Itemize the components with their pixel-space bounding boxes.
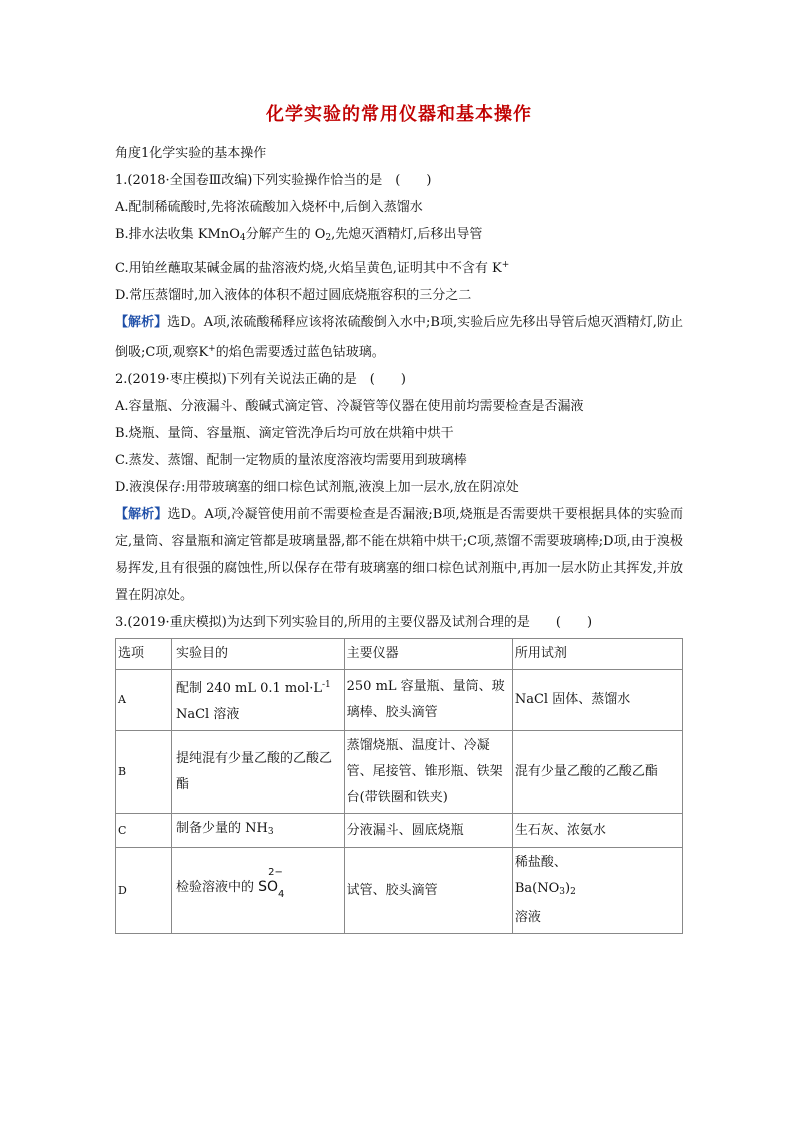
q2-stem: 2.(2019·枣庄模拟)下列有关说法正确的是 ( ) — [115, 372, 406, 387]
q1-option-a: A.配制稀硫酸时,先将浓硫酸加入烧杯中,后倒入蒸馏水 — [115, 200, 423, 215]
header-option: 选项 — [116, 639, 172, 670]
row-c-label: C — [116, 814, 172, 848]
table-row-c — [116, 814, 683, 848]
q1-option-c-sup: + — [501, 260, 510, 270]
q1-analysis — [115, 309, 683, 366]
row-a-instruments: 250 mL 容量瓶、量筒、玻璃棒、胶头滴管 — [344, 670, 512, 731]
row-d-reagent-1: 稀盐酸、 — [514, 855, 567, 870]
sulfate-ion — [258, 866, 285, 908]
q1-stem: 1.(2018·全国卷Ⅲ改编)下列实验操作恰当的是 ( ) — [115, 173, 432, 188]
sulfate-ion-subscript: 4 — [278, 888, 285, 900]
sulfate-ion-letters: SO — [258, 878, 279, 895]
row-d-reagent-3: 溶液 — [514, 910, 541, 925]
q1-option-b-pre: B.排水法收集 KMnO — [115, 227, 240, 242]
q1-option-d: D.常压蒸馏时,加入液体的体积不超过圆底烧瓶容积的三分之二 — [115, 288, 472, 303]
q3-stem: 3.(2019·重庆模拟)为达到下列实验目的,所用的主要仪器及试剂合理的是 ( ) — [115, 615, 593, 630]
row-d-reagent-2-pre: Ba(NO — [514, 881, 560, 896]
table-row-b — [116, 731, 683, 814]
q2-analysis-tag: 【解析】 — [115, 507, 168, 522]
row-b-label: B — [116, 731, 172, 814]
q2-option-c: C.蒸发、蒸馏、配制一定物质的量浓度溶液均需要用到玻璃棒 — [115, 453, 467, 468]
sulfate-ion-charge: 2− — [268, 866, 283, 878]
row-d-reagent-2-sub: 3 — [559, 887, 565, 897]
row-b-reagents: 混有少量乙酸的乙酸乙酯 — [512, 731, 682, 814]
row-d-label: D — [116, 848, 172, 934]
row-a-purpose-pre: 配制 240 mL 0.1 mol·L — [175, 681, 323, 696]
q1-option-b-sub1: 4 — [239, 233, 246, 243]
row-d-reagent-2-sub2: 2 — [570, 887, 576, 897]
document-page — [115, 100, 683, 934]
row-c-instruments: 分液漏斗、圆底烧瓶 — [344, 814, 512, 848]
header-reagents: 所用试剂 — [512, 639, 682, 670]
q1-option-b — [115, 221, 683, 252]
q1-analysis-pre: 选D。A项,浓硫酸稀释应该将浓硫酸倒入水中;B项,实验后应先移出导管后熄灭酒精灯,防止倒吸;C项,观察K — [115, 315, 683, 360]
row-a-reagents: NaCl 固体、蒸馏水 — [512, 670, 682, 731]
row-c-purpose — [171, 814, 344, 848]
row-c-purpose-pre: 制备少量的 NH — [175, 821, 268, 836]
table-header-row — [116, 639, 683, 670]
q2-analysis-text: 选D。A项,冷凝管使用前不需要检查是否漏液;B项,烧瓶是否需要烘干要根据具体的实验而定,量筒、容量瓶和滴定管都是玻璃量器,都不能在烘箱中烘干;C项,蒸馏不需要玻璃棒;D项,由于溴极易挥发,且有很强的腐蚀性,所以保存在带有玻璃塞的细口棕色试剂瓶中,再加一层水防止其挥发,并放置在阴凉处。 — [115, 507, 683, 603]
q1-option-c-text: C.用铂丝蘸取某碱金属的盐溶液灼烧,火焰呈黄色,证明其中不含有 K — [115, 261, 502, 276]
q3-table — [115, 638, 683, 934]
row-d-purpose-pre: 检验溶液中的 — [175, 879, 254, 895]
q1-option-b-post: ,先熄灭酒精灯,后移出导管 — [331, 227, 483, 242]
q1-option-b-mid: 分解产生的 O — [245, 227, 326, 242]
q1-analysis-tag: 【解析】 — [115, 315, 168, 330]
q1-analysis-sup: + — [208, 344, 216, 354]
q2-option-b: B.烧瓶、量筒、容量瓶、滴定管洗净后均可放在烘箱中烘干 — [115, 426, 454, 441]
q2-option-a: A.容量瓶、分液漏斗、酸碱式滴定管、冷凝管等仪器在使用前均需要检查是否漏液 — [115, 399, 584, 414]
q1-analysis-post: 的焰色需要透过蓝色钴玻璃。 — [215, 345, 385, 360]
header-purpose: 实验目的 — [171, 639, 344, 670]
row-a-label: A — [116, 670, 172, 731]
row-c-purpose-sub: 3 — [267, 827, 274, 837]
q1-option-c — [115, 252, 683, 282]
row-d-reagents — [512, 848, 682, 934]
document-title: 化学实验的常用仪器和基本操作 — [266, 104, 532, 125]
section-heading: 角度1化学实验的基本操作 — [115, 146, 267, 161]
q2-analysis — [115, 501, 683, 609]
row-d-instruments: 试管、胶头滴管 — [344, 848, 512, 934]
table-row-a — [116, 670, 683, 731]
table-row-d — [116, 848, 683, 934]
row-a-purpose-sup: -1 — [322, 680, 331, 690]
row-c-reagents: 生石灰、浓氨水 — [512, 814, 682, 848]
row-d-purpose — [171, 848, 344, 934]
q2-option-d: D.液溴保存:用带玻璃塞的细口棕色试剂瓶,液溴上加一层水,放在阴凉处 — [115, 480, 519, 495]
row-b-instruments: 蒸馏烧瓶、温度计、冷凝管、尾接管、锥形瓶、铁架台(带铁圈和铁夹) — [344, 731, 512, 814]
row-b-purpose: 提纯混有少量乙酸的乙酸乙酯 — [171, 731, 344, 814]
header-instruments: 主要仪器 — [344, 639, 512, 670]
q1-option-b-sub2: 2 — [325, 233, 332, 243]
row-a-purpose — [171, 670, 344, 731]
row-a-purpose-post: NaCl 溶液 — [175, 707, 240, 722]
row-d-reagent-2-post: ) — [565, 881, 571, 896]
